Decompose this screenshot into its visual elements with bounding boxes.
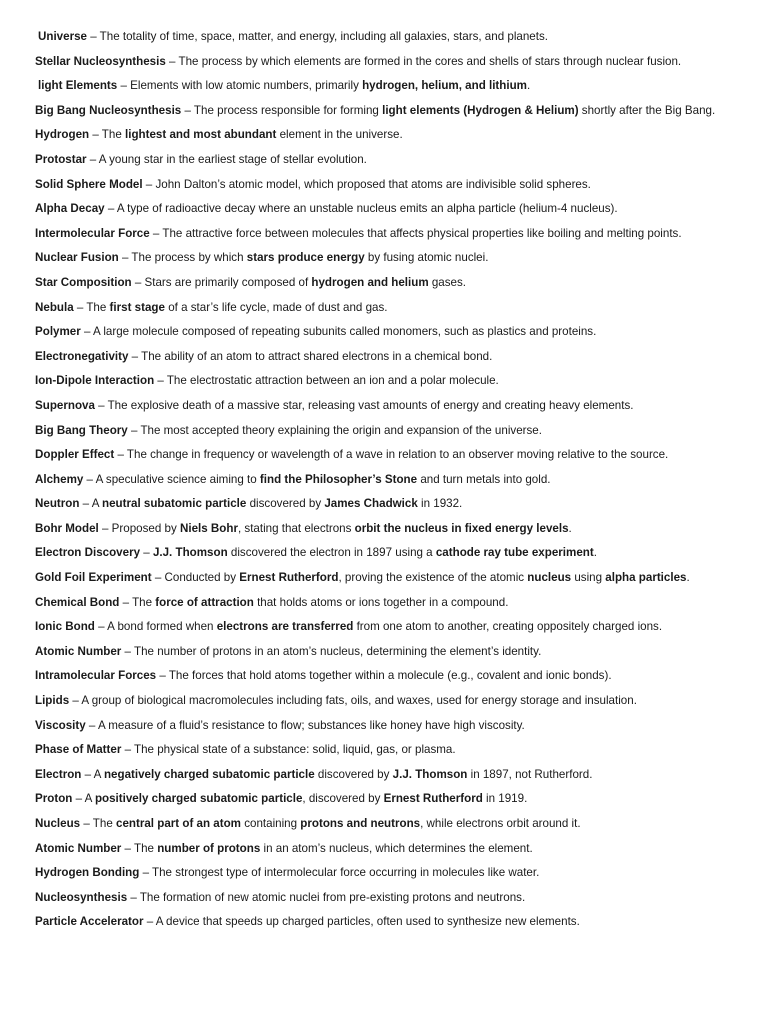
glossary-entry <box>35 668 738 684</box>
bold-text: Hydrogen <box>35 128 90 142</box>
body-text: in an atom’s nucleus, which determines the element. <box>260 841 533 855</box>
glossary-entry <box>35 398 738 414</box>
bold-text: Polymer <box>35 325 81 339</box>
bold-text: hydrogen, helium, and lithium <box>362 79 527 93</box>
bold-text: nucleus <box>527 571 572 585</box>
bold-text: Electron Discovery <box>35 546 141 560</box>
bold-text: Ernest Rutherford <box>383 792 483 806</box>
body-text: of a star’s life cycle, made of dust and gas. <box>164 300 388 314</box>
bold-text: Viscosity <box>35 718 86 732</box>
body-text: – A bond formed when <box>94 620 217 634</box>
bold-text: cathode ray tube experiment <box>435 546 594 560</box>
bold-text: Atomic Number <box>35 841 122 855</box>
body-text: gases. <box>428 275 467 289</box>
bold-text: force of attraction <box>155 595 254 609</box>
body-text: – A young star in the earliest stage of stellar evolution. <box>86 152 367 166</box>
body-text: . <box>568 521 572 535</box>
bold-text: alpha particles <box>605 571 687 585</box>
bold-text: Star Composition <box>35 275 132 289</box>
body-text: – The attractive force between molecules that affects physical properties like boiling and melting points. <box>149 226 682 240</box>
body-text: – The formation of new atomic nuclei from pre-existing protons and neutrons. <box>127 890 526 904</box>
glossary-entry <box>35 718 738 734</box>
glossary-entry <box>35 742 738 758</box>
bold-text: orbit the nucleus in fixed energy levels <box>354 521 569 535</box>
body-text: – The process by which elements are formed in the cores and shells of stars through nuclear fusion. <box>165 54 682 68</box>
body-text: in 1919. <box>482 792 528 806</box>
body-text: , proving the existence of the atomic <box>338 571 528 585</box>
glossary-entry <box>35 177 738 193</box>
bold-text: Nucleus <box>35 817 81 830</box>
body-text: – The number of protons in an atom’s nucleus, determining the element’s identity. <box>121 644 542 658</box>
body-text: . <box>593 546 597 560</box>
glossary-entry <box>35 103 738 119</box>
glossary-entry <box>35 275 738 291</box>
body-text: using <box>571 571 606 585</box>
bold-text: find the Philosopher’s Stone <box>259 472 418 486</box>
body-text: discovered by <box>314 767 393 781</box>
body-text: – A speculative science aiming to <box>83 472 260 486</box>
glossary-entry <box>35 914 738 930</box>
bold-text: Big Bang Theory <box>35 423 128 437</box>
bold-text: Ion-Dipole Interaction <box>35 374 155 388</box>
bold-text: Niels Bohr <box>179 521 238 535</box>
glossary-entry <box>35 127 738 143</box>
bold-text: James Chadwick <box>324 497 418 511</box>
body-text: , while electrons orbit around it. <box>420 817 581 830</box>
body-text: by fusing atomic nuclei. <box>364 251 489 265</box>
bold-text: Proton <box>35 792 73 806</box>
body-text: – The strongest type of intermolecular force occurring in molecules like water. <box>139 866 540 880</box>
bold-text: Supernova <box>35 398 95 412</box>
glossary-entry <box>35 791 738 807</box>
bold-text: Stellar Nucleosynthesis <box>35 54 166 68</box>
body-text: shortly after the Big Bang. <box>578 103 716 117</box>
body-text: – A measure of a fluid’s resistance to flow; substances like honey have high viscosity. <box>85 718 525 732</box>
body-text: – The ability of an atom to attract shared electrons in a chemical bond. <box>128 349 493 363</box>
glossary-entry <box>35 349 738 365</box>
bold-text: Gold Foil Experiment <box>35 571 152 585</box>
bold-text: hydrogen and helium <box>311 275 429 289</box>
bold-text: Alpha Decay <box>35 202 105 216</box>
glossary-entry <box>35 521 738 537</box>
body-text: – The change in frequency or wavelength of a wave in relation to an observer moving relative to the source. <box>114 448 669 462</box>
body-text: – A large molecule composed of repeating subunits called monomers, such as plastics and proteins. <box>80 325 597 339</box>
glossary-entry <box>35 595 738 611</box>
body-text: – The forces that hold atoms together within a molecule (e.g., covalent and ionic bonds). <box>156 669 612 683</box>
body-text: – Proposed by <box>98 521 180 535</box>
bold-text: Intramolecular Forces <box>35 669 157 683</box>
body-text: – The process by which <box>118 251 247 265</box>
body-text: . <box>527 79 531 93</box>
body-text: – Conducted by <box>151 571 240 585</box>
bold-text: Doppler Effect <box>35 448 115 462</box>
glossary-entry <box>35 841 738 857</box>
bold-text: positively charged subatomic particle <box>94 792 303 806</box>
bold-text: Atomic Number <box>35 644 122 658</box>
body-text: in 1932. <box>417 497 463 511</box>
bold-text: Ernest Rutherford <box>239 571 339 585</box>
bold-text: stars produce energy <box>246 251 365 265</box>
body-text: discovered by <box>246 497 325 511</box>
bold-text: neutral subatomic particle <box>102 497 247 511</box>
bold-text: Chemical Bond <box>35 595 120 609</box>
body-text: from one atom to another, creating oppositely charged ions. <box>353 620 663 634</box>
body-text: – The electrostatic attraction between an ion and a polar molecule. <box>154 374 499 388</box>
bold-text: Solid Sphere Model <box>35 177 143 191</box>
body-text: – Stars are primarily composed of <box>131 275 312 289</box>
glossary-entry <box>35 472 738 488</box>
bold-text: number of protons <box>157 841 261 855</box>
bold-text: first stage <box>109 300 165 314</box>
body-text: , stating that electrons <box>237 521 355 535</box>
body-text: – A type of radioactive decay where an unstable nucleus emits an alpha particle (helium-4 nucleus). <box>104 202 618 216</box>
glossary-entry <box>35 250 738 266</box>
glossary-entry <box>35 201 738 217</box>
body-text: – The most accepted theory explaining the origin and expansion of the universe. <box>127 423 542 437</box>
bold-text: J.J. Thomson <box>152 546 228 560</box>
body-text: in 1897, not Rutherford. <box>467 767 593 781</box>
glossary-entry <box>35 373 738 389</box>
glossary-entry <box>35 496 738 512</box>
bold-text: Universe <box>38 30 87 43</box>
bold-text: electrons are transferred <box>216 620 354 634</box>
body-text: – The <box>73 300 110 314</box>
bold-text: light Elements <box>38 79 118 93</box>
bold-text: Electronegativity <box>35 349 129 363</box>
glossary-entry <box>35 324 738 340</box>
glossary-entry <box>35 890 738 906</box>
glossary-entry <box>35 78 738 94</box>
glossary-entry <box>35 423 738 439</box>
body-text: – The totality of time, space, matter, and energy, including all galaxies, stars, and planets. <box>86 30 548 43</box>
body-text: – A device that speeds up charged particles, often used to synthesize new elements. <box>143 915 580 929</box>
glossary-entry <box>35 816 738 832</box>
bold-text: Lipids <box>35 694 70 708</box>
bold-text: J.J. Thomson <box>392 767 468 781</box>
body-text: – A <box>81 767 104 781</box>
glossary-entry <box>35 54 738 70</box>
body-text: – The explosive death of a massive star, releasing vast amounts of energy and creating heavy elements. <box>94 398 634 412</box>
bold-text: Nuclear Fusion <box>35 251 119 265</box>
body-text: – A group of biological macromolecules including fats, oils, and waxes, used for energy storage and insulation. <box>69 694 637 708</box>
bold-text: light elements (Hydrogen & Helium) <box>382 103 579 117</box>
bold-text: Ionic Bond <box>35 620 95 634</box>
glossary-entry <box>35 570 738 586</box>
glossary-entry <box>35 619 738 635</box>
glossary-entry <box>35 152 738 168</box>
glossary-entry <box>35 545 738 561</box>
bold-text: Nebula <box>35 300 74 314</box>
body-text: and turn metals into gold. <box>417 472 551 486</box>
glossary-entry <box>35 300 738 316</box>
glossary-list <box>35 29 738 930</box>
bold-text: Alchemy <box>35 472 84 486</box>
glossary-entry <box>35 29 738 45</box>
glossary-entry <box>35 693 738 709</box>
bold-text: Bohr Model <box>35 521 99 535</box>
body-text: . <box>686 571 690 585</box>
bold-text: negatively charged subatomic particle <box>103 767 315 781</box>
glossary-entry <box>35 767 738 783</box>
bold-text: central part of an atom <box>116 817 241 830</box>
glossary-entry <box>35 226 738 242</box>
bold-text: Neutron <box>35 497 80 511</box>
body-text: – The <box>80 817 116 830</box>
body-text: – A <box>79 497 103 511</box>
bold-text: protons and neutrons <box>300 817 421 830</box>
bold-text: Intermolecular Force <box>35 226 150 240</box>
body-text: – The <box>89 128 125 142</box>
body-text: discovered the electron in 1897 using a <box>227 546 436 560</box>
body-text: element in the universe. <box>276 128 403 142</box>
glossary-entry <box>35 447 738 463</box>
body-text: – The <box>119 595 156 609</box>
body-text: – The <box>121 841 158 855</box>
glossary-entry <box>35 644 738 660</box>
body-text: – John Dalton’s atomic model, which proposed that atoms are indivisible solid spheres. <box>142 177 591 191</box>
body-text: , discovered by <box>302 792 384 806</box>
body-text: – Elements with low atomic numbers, primarily <box>117 79 363 93</box>
bold-text: Nucleosynthesis <box>35 890 128 904</box>
body-text: – <box>140 546 153 560</box>
body-text: – The process responsible for forming <box>181 103 383 117</box>
body-text: – A <box>72 792 95 806</box>
bold-text: Hydrogen Bonding <box>35 866 140 880</box>
bold-text: Electron <box>35 767 82 781</box>
bold-text: Protostar <box>35 152 87 166</box>
bold-text: lightest and most abundant <box>125 128 277 142</box>
bold-text: Phase of Matter <box>35 743 122 757</box>
body-text: that holds atoms or ions together in a compound. <box>253 595 509 609</box>
body-text: – The physical state of a substance: solid, liquid, gas, or plasma. <box>121 743 456 757</box>
body-text: containing <box>240 817 301 830</box>
bold-text: Particle Accelerator <box>35 915 144 929</box>
glossary-entry <box>35 865 738 881</box>
bold-text: Big Bang Nucleosynthesis <box>35 103 182 117</box>
